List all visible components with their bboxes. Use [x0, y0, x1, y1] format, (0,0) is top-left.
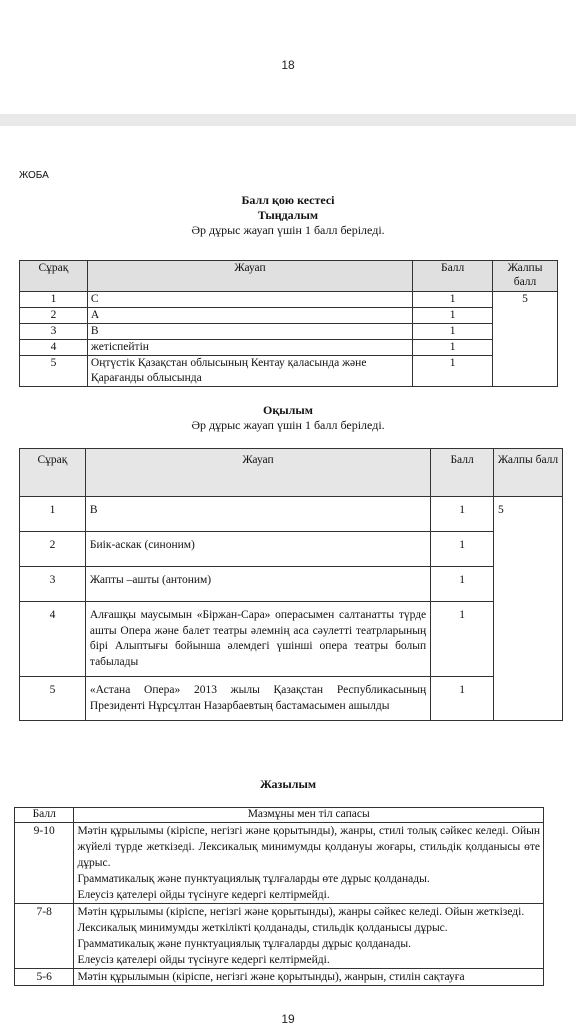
question-number: 5	[20, 677, 86, 721]
question-number: 1	[20, 497, 86, 532]
table-row	[20, 324, 558, 340]
score: 1	[413, 324, 493, 340]
table-header-row	[20, 449, 563, 497]
criteria-line: Грамматикалық және пунктуациялық тұлғаларды өте дұрыс қолданады.	[77, 873, 430, 885]
answer-text: жетіспейтін	[87, 340, 412, 356]
question-number: 4	[20, 340, 88, 356]
question-number: 2	[20, 308, 88, 324]
question-number: 1	[20, 292, 88, 308]
answer-text: Биік-аскак (синоним)	[85, 532, 430, 567]
header-score: Балл	[431, 449, 494, 497]
score-range: 9-10	[15, 823, 74, 904]
page-title: Балл қою кестесі	[241, 193, 335, 207]
question-number: 4	[20, 602, 86, 677]
header-question: Сұрақ	[20, 261, 88, 292]
answer-text: В	[87, 324, 412, 340]
answer-text: Алғашқы маусымын «Біржан-Сара» операсымен салтанатты түрде ашты Опера және балет театры әлемнің аса сәулетті театрларының бірі Алыптығы бойынша әлемдегі үшінші опера театры болып табылады	[85, 602, 430, 677]
table-row	[20, 340, 558, 356]
answer-text: Оңтүстік Қазақстан облысының Кентау қаласында және Қарағанды облысында	[87, 356, 412, 387]
table-row	[20, 497, 563, 532]
table-row	[20, 356, 558, 387]
answer-text: А	[87, 308, 412, 324]
score: 1	[431, 497, 494, 532]
score: 1	[431, 677, 494, 721]
score: 1	[413, 292, 493, 308]
header-answer: Жауап	[85, 449, 430, 497]
table-row	[20, 677, 563, 721]
header-question: Сұрақ	[20, 449, 86, 497]
total-score: 5	[494, 497, 563, 721]
listening-table	[19, 260, 558, 387]
table-row	[15, 969, 544, 986]
score: 1	[413, 356, 493, 387]
reading-note: Әр дұрыс жауап үшін 1 балл беріледі.	[191, 418, 385, 432]
score-range: 7-8	[15, 904, 74, 969]
draft-label: ЖОБА	[19, 170, 49, 181]
question-number: 3	[20, 324, 88, 340]
criteria-line: Лексикалық минимумды жеткілікті қолданады, стильдік қолданысы дұрыс.	[77, 922, 448, 934]
score: 1	[431, 532, 494, 567]
header-total: Жалпы балл	[493, 261, 558, 292]
header-total: Жалпы балл	[494, 449, 563, 497]
score-range: 5-6	[15, 969, 74, 986]
criteria-line: Мәтін құрылымын (кіріспе, негізгі және қорытынды), жанрын, стилін сақтауға	[77, 971, 465, 983]
header-score: Балл	[15, 808, 74, 823]
page-number-bottom: 19	[281, 1012, 295, 1026]
table-header-row	[20, 261, 558, 292]
criteria-text	[74, 904, 544, 969]
header-score: Балл	[413, 261, 493, 292]
page-gap	[0, 114, 576, 126]
listening-heading: Тыңдалым	[257, 208, 319, 222]
header-content: Мазмұны мен тіл сапасы	[74, 808, 544, 823]
table-header-row	[15, 808, 544, 823]
question-number: 2	[20, 532, 86, 567]
table-row	[15, 904, 544, 969]
total-score: 5	[493, 292, 558, 387]
question-number: 5	[20, 356, 88, 387]
page-number-top: 18	[281, 58, 295, 72]
score: 1	[431, 602, 494, 677]
criteria-text	[74, 823, 544, 904]
table-row	[20, 602, 563, 677]
table-row	[20, 567, 563, 602]
answer-text: «Астана Опера» 2013 жылы Қазақстан Республикасының Президенті Нұрсұлтан Назарбаевтың бастамасымен ашылды	[85, 677, 430, 721]
score: 1	[431, 567, 494, 602]
table-row	[15, 823, 544, 904]
table-row	[20, 308, 558, 324]
criteria-line: Мәтін құрылымы (кіріспе, негізгі және қорытынды), жанры, стилі толық сәйкес келеді. Ойын жүйелі түрде жеткізеді. Лексикалық минимумды қолдануы жоғары, стильдік қолданысы өте дұрыс.	[77, 825, 540, 869]
question-number: 3	[20, 567, 86, 602]
table-row	[20, 532, 563, 567]
criteria-line: Грамматикалық және пунктуациялық тұлғаларды дұрыс қолданады.	[77, 938, 411, 950]
answer-text: Жапты –ашты (антоним)	[85, 567, 430, 602]
reading-table	[19, 448, 563, 721]
criteria-line: Елеусіз қателері ойды түсінуге кедергі келтірмейді.	[77, 889, 330, 901]
score: 1	[413, 308, 493, 324]
table-row	[20, 292, 558, 308]
criteria-line: Мәтін құрылымы (кіріспе, негізгі және қорытынды), жанры сәйкес келеді. Ойын жеткізеді.	[77, 906, 525, 918]
criteria-text	[74, 969, 544, 986]
listening-note: Әр дұрыс жауап үшін 1 балл беріледі.	[191, 223, 385, 237]
answer-text: С	[87, 292, 412, 308]
header-answer: Жауап	[87, 261, 412, 292]
answer-text: В	[85, 497, 430, 532]
score: 1	[413, 340, 493, 356]
reading-heading: Оқылым	[263, 403, 313, 417]
writing-heading: Жазылым	[259, 777, 317, 791]
criteria-line: Елеусіз қателері ойды түсінуге кедергі келтірмейді.	[77, 954, 330, 966]
writing-table	[14, 807, 544, 986]
